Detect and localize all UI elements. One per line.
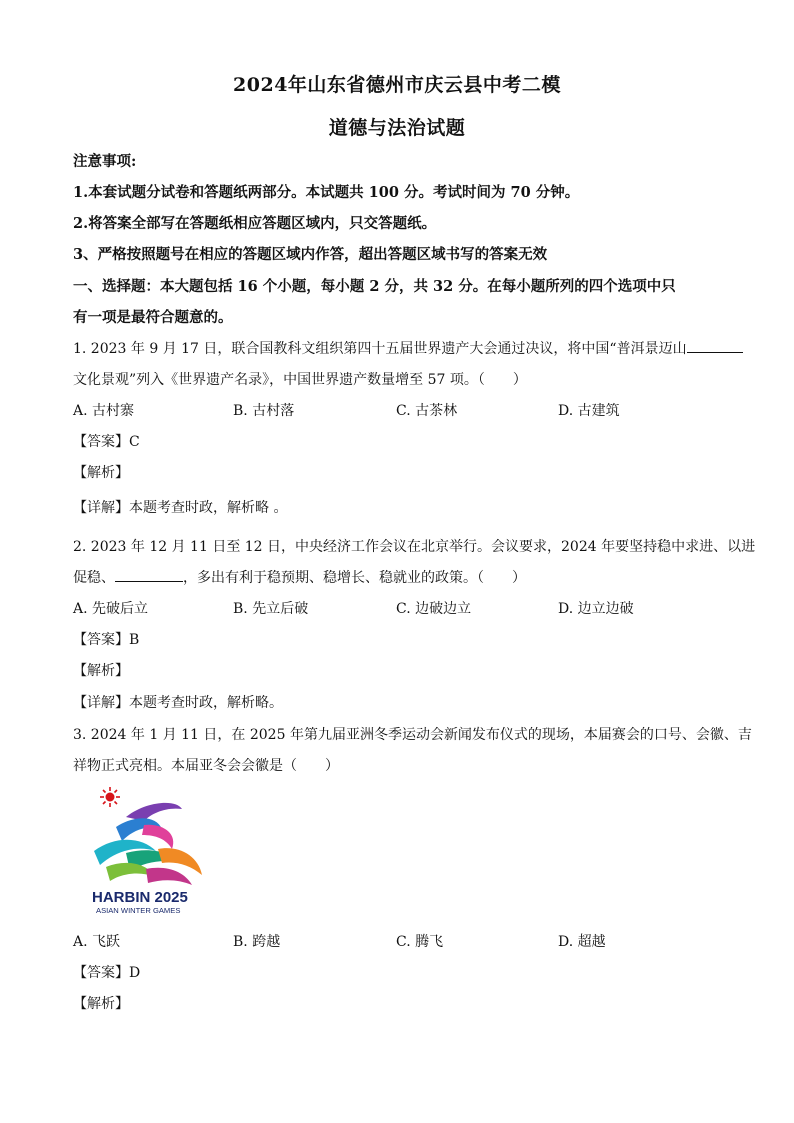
q2-option-c: C. 边破边立 xyxy=(396,601,472,617)
q3-option-c: C. 腾飞 xyxy=(396,934,444,950)
harbin-2025-emblem-image xyxy=(86,785,206,915)
q1-stem-line1 xyxy=(73,338,743,358)
q2-stem-text-a: 促稳、 xyxy=(73,570,115,586)
q1-option-c: C. 古茶林 xyxy=(396,403,458,419)
q2-analysis: 【解析】 xyxy=(73,663,129,679)
section-heading-line2: 有一项是最符合题意的。 xyxy=(73,309,233,326)
q1-stem-text: 1. 2023 年 9 月 17 日，联合国教科文组织第四十五届世界遗产大会通过决议，将中国“普洱景迈山 xyxy=(73,341,687,357)
q2-option-b: B. 先立后破 xyxy=(233,601,309,617)
emblem-subtitle: ASIAN WINTER GAMES xyxy=(96,906,181,915)
notes-heading: 注意事项: xyxy=(73,153,137,170)
q3-stem-line2: 祥物正式亮相。本届亚冬会会徽是（ ） xyxy=(73,758,339,774)
q1-option-d: D. 古建筑 xyxy=(558,403,620,419)
q1-option-a: A. 古村寨 xyxy=(73,403,135,419)
q3-answer: 【答案】D xyxy=(73,965,141,981)
q1-detail: 【详解】本题考查时政，解析略 。 xyxy=(73,500,288,516)
q3-option-a: A. 飞跃 xyxy=(73,934,121,950)
q2-detail: 【详解】本题考查时政，解析略。 xyxy=(73,695,283,711)
q2-stem-line2 xyxy=(73,567,526,587)
emblem-title: HARBIN 2025 xyxy=(92,889,188,906)
q1-answer: 【答案】C xyxy=(73,434,140,450)
q1-analysis: 【解析】 xyxy=(73,465,129,481)
q2-stem-line1: 2. 2023 年 12 月 11 日至 12 日，中央经济工作会议在北京举行。会议要求，2024 年要坚持稳中求进、以进 xyxy=(73,539,756,555)
q3-option-d: D. 超越 xyxy=(558,934,606,950)
notes-item-1: 1.本套试题分试卷和答题纸两部分。本试题共 100 分。考试时间为 70 分钟。 xyxy=(73,184,580,201)
q1-stem-line2: 文化景观”列入《世界遗产名录》，中国世界遗产数量增至 57 项。（ ） xyxy=(73,372,527,388)
q3-stem-line1: 3. 2024 年 1 月 11 日，在 2025 年第九届亚洲冬季运动会新闻发布仪式的现场，本届赛会的口号、会徽、吉 xyxy=(73,727,752,743)
q2-option-a: A. 先破后立 xyxy=(73,601,149,617)
exam-title: 2024年山东省德州市庆云县中考二模 xyxy=(233,74,561,96)
red-sun-icon xyxy=(100,787,120,807)
section-heading-line1: 一、选择题：本大题包括 16 个小题，每小题 2 分，共 32 分。在每小题所列的四个选项中只 xyxy=(73,278,676,295)
q3-analysis: 【解析】 xyxy=(73,996,129,1012)
q2-answer: 【答案】B xyxy=(73,632,140,648)
q2-option-d: D. 边立边破 xyxy=(558,601,634,617)
q1-option-b: B. 古村落 xyxy=(233,403,295,419)
emblem-graphic xyxy=(86,785,206,915)
notes-item-3: 3、严格按照题号在相应的答题区域内作答，超出答题区域书写的答案无效 xyxy=(73,246,548,263)
exam-subtitle: 道德与法治试题 xyxy=(328,117,466,139)
q1-blank xyxy=(687,338,743,353)
q2-stem-text-b: ，多出有利于稳预期、稳增长、稳就业的政策。（ ） xyxy=(183,570,526,586)
notes-item-2: 2.将答案全部写在答题纸相应答题区域内，只交答题纸。 xyxy=(73,215,437,232)
q2-blank xyxy=(115,567,183,582)
purple-ribbon xyxy=(126,803,182,821)
q3-option-b: B. 跨越 xyxy=(233,934,281,950)
magenta-ribbon xyxy=(146,868,192,885)
